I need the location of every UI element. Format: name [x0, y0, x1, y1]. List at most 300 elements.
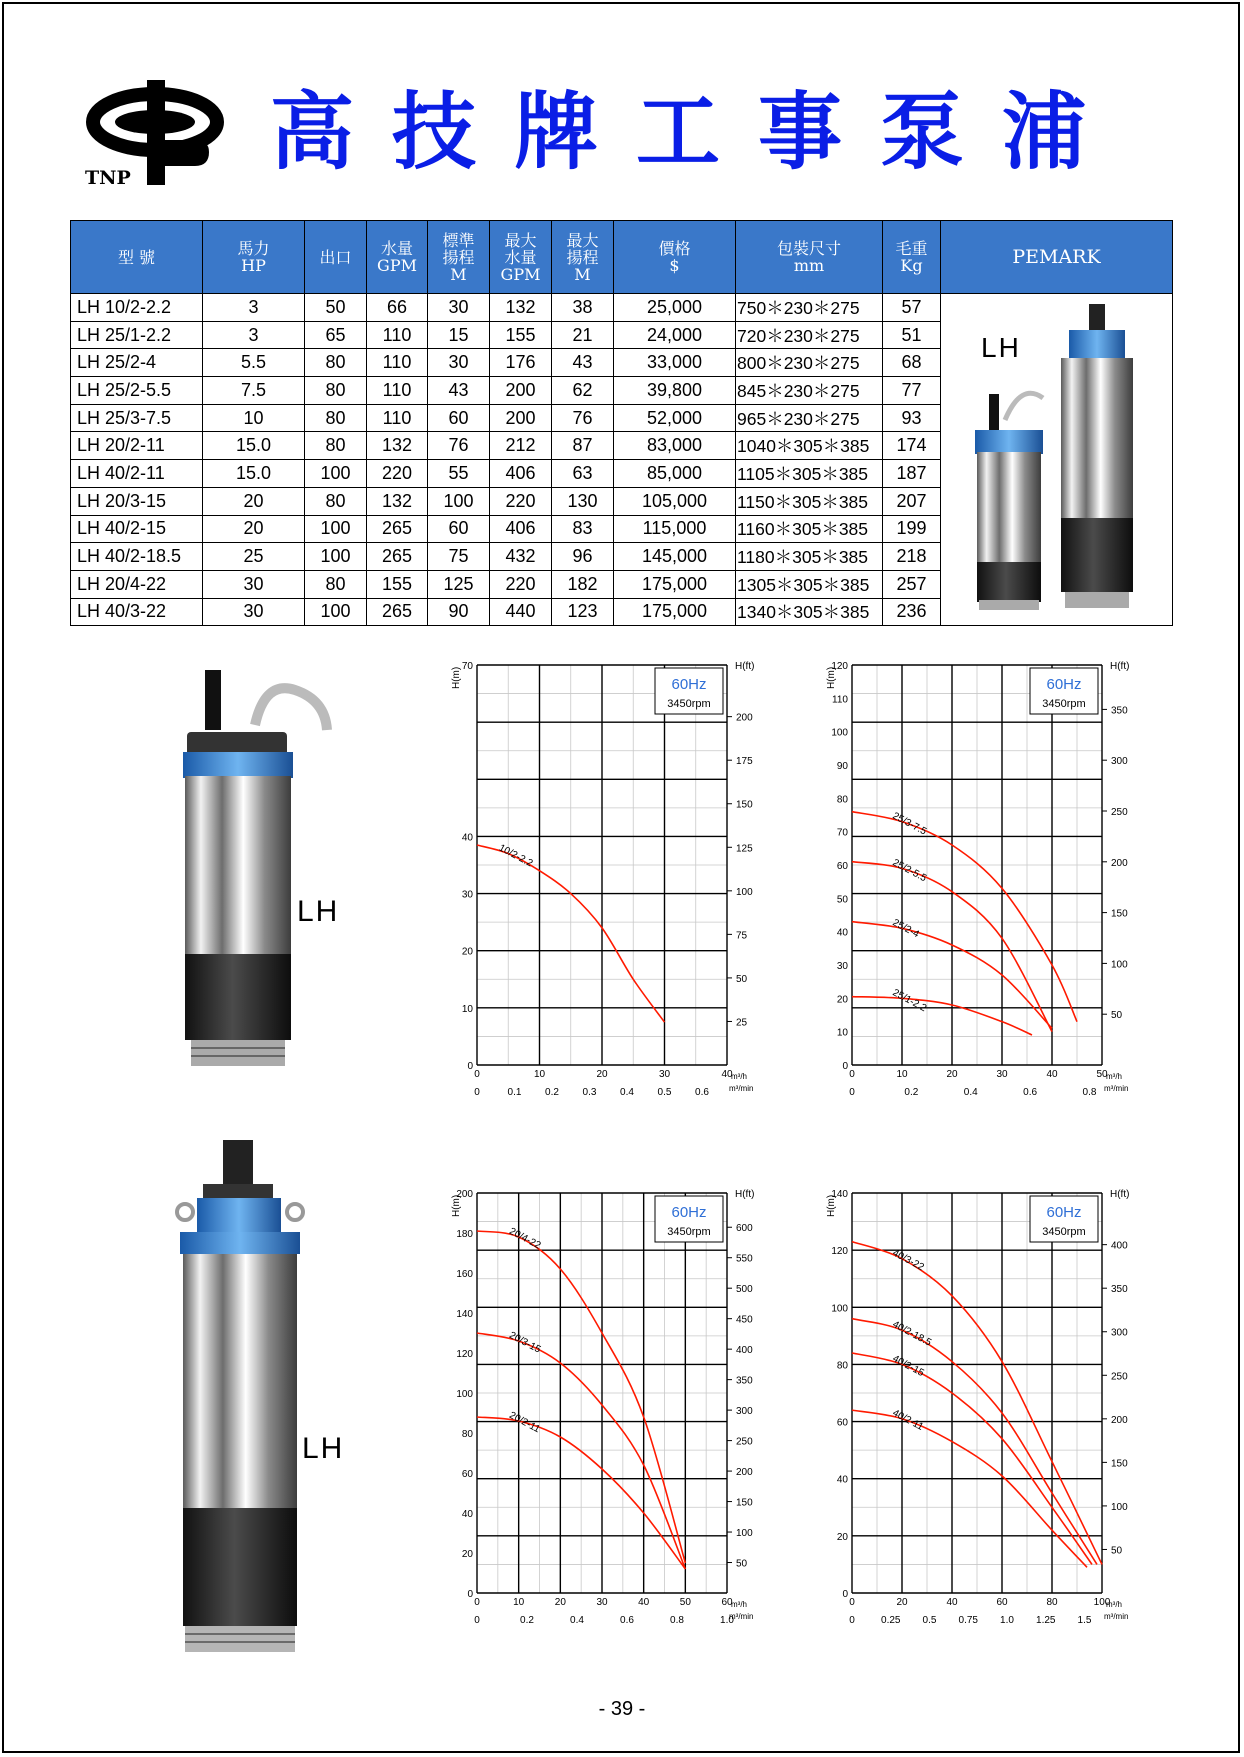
- table-cell: 110: [367, 404, 428, 432]
- chart-10-2-2-2: [445, 655, 785, 1145]
- table-cell: 220: [490, 487, 552, 515]
- ft-tick-label: 175: [736, 756, 753, 768]
- x2-tick-label: 1.25: [1036, 1615, 1056, 1626]
- y-tick-label: 30: [836, 961, 848, 972]
- table-cell: 60: [428, 515, 490, 543]
- curve-25-3-7-5: [852, 812, 1077, 1022]
- x2-unit-label: m³/min: [729, 1084, 754, 1093]
- rpm-label: 3450rpm: [1042, 698, 1086, 710]
- table-cell: 80: [305, 377, 367, 405]
- ft-tick-label: 100: [1111, 1501, 1128, 1513]
- table-cell: 30: [203, 570, 305, 598]
- table-cell: LH 20/2-11: [71, 432, 203, 460]
- table-cell: 90: [428, 598, 490, 626]
- y-tick-label: 0: [842, 1061, 848, 1072]
- table-cell: 85,000: [614, 460, 736, 488]
- table-cell: LH 40/2-11: [71, 460, 203, 488]
- table-cell: 30: [428, 294, 490, 322]
- table-cell: 236: [883, 598, 941, 626]
- header-cell-7: [614, 221, 736, 294]
- table-cell: 115,000: [614, 515, 736, 543]
- x2-tick-label: 0.8: [670, 1615, 684, 1626]
- header-cell-10: [941, 221, 1173, 294]
- table-cell: 63: [552, 460, 614, 488]
- table-cell: 200: [490, 377, 552, 405]
- header-cell-3: [367, 221, 428, 294]
- table-cell: 93: [883, 404, 941, 432]
- table-cell: 174: [883, 432, 941, 460]
- curve-label: 40/3-22: [890, 1247, 926, 1274]
- table-cell: 175,000: [614, 570, 736, 598]
- header-line: $: [669, 256, 680, 275]
- header-cell-2: [305, 221, 367, 294]
- x2-tick-label: 0.5: [922, 1615, 937, 1626]
- ft-tick-label: 200: [736, 1467, 753, 1479]
- x2-tick-label: 0.2: [545, 1087, 559, 1098]
- curve-label: 40/2-18.5: [890, 1319, 934, 1349]
- y-tick-label: 140: [831, 1189, 848, 1200]
- table-cell: 125: [428, 570, 490, 598]
- x2-unit-label: m³/min: [1104, 1084, 1129, 1093]
- y-tick-label: 120: [831, 1246, 848, 1258]
- ft-tick-label: 250: [1111, 807, 1128, 818]
- table-cell: 105,000: [614, 487, 736, 515]
- header-cell-6: [552, 221, 614, 294]
- page-title: 高技牌工事泵浦: [270, 83, 1125, 181]
- spec-table: [70, 220, 1173, 626]
- curve-label: 20/4-22: [507, 1225, 543, 1252]
- x-tick-label: 60: [721, 1597, 733, 1608]
- table-cell: 96: [552, 543, 614, 571]
- table-cell: 187: [883, 460, 941, 488]
- table-cell: LH 40/2-15: [71, 515, 203, 543]
- header-line: GPM: [500, 264, 541, 284]
- y-tick-label: 10: [836, 1027, 848, 1039]
- header-line: GPM: [377, 256, 417, 275]
- table-cell: 406: [490, 460, 552, 488]
- y-tick-label: 40: [836, 1474, 848, 1486]
- logo-text: TNP: [85, 167, 131, 189]
- x-tick-label: 20: [946, 1069, 958, 1080]
- table-cell: 50: [305, 294, 367, 322]
- header-line: M: [574, 264, 591, 284]
- table-cell: 110: [367, 349, 428, 377]
- table-cell: 257: [883, 570, 941, 598]
- table-cell: 182: [552, 570, 614, 598]
- x-tick-label: 50: [679, 1597, 691, 1608]
- ft-tick-label: 150: [1111, 908, 1128, 920]
- table-cell: 100: [428, 487, 490, 515]
- rpm-label: 3450rpm: [1042, 1226, 1086, 1238]
- x2-tick-label: 0.1: [507, 1087, 522, 1098]
- y-tick-label: 100: [831, 727, 848, 739]
- y-tick-label: 140: [456, 1309, 473, 1320]
- pump-image-small: [175, 670, 345, 1070]
- table-cell: 155: [490, 321, 552, 349]
- table-cell: 100: [305, 543, 367, 571]
- table-cell: 265: [367, 598, 428, 626]
- x-tick-label: 20: [596, 1069, 608, 1080]
- ft-tick-label: 100: [1111, 959, 1128, 971]
- x-tick-label: 100: [1093, 1597, 1111, 1608]
- ft-tick-label: 400: [1111, 1240, 1128, 1252]
- x-tick-label: 10: [896, 1069, 908, 1080]
- x2-unit-label: m³/min: [1104, 1612, 1129, 1621]
- table-cell: 3: [203, 294, 305, 322]
- y-right-label: H(ft): [735, 1189, 755, 1200]
- table-cell: 132: [490, 294, 552, 322]
- y-tick-label: 40: [836, 927, 848, 939]
- x-tick-label: 60: [996, 1597, 1008, 1608]
- header-line: Kg: [900, 256, 923, 275]
- x2-tick-label: 0.6: [1023, 1087, 1038, 1098]
- curve-40-2-15: [852, 1353, 1092, 1564]
- header-line: mm: [793, 256, 825, 275]
- table-cell: 25: [203, 543, 305, 571]
- header-cell-0: [71, 221, 203, 294]
- table-cell: LH 40/2-18.5: [71, 543, 203, 571]
- curve-label: 25/1-2.2: [890, 987, 929, 1015]
- y-tick-label: 110: [832, 694, 848, 706]
- table-cell: 145,000: [614, 543, 736, 571]
- table-cell: 1040＊305＊385: [736, 432, 883, 460]
- table-cell: 80: [305, 570, 367, 598]
- x-unit-label: m³/h: [1106, 1072, 1122, 1081]
- x-tick-label: 40: [721, 1069, 733, 1080]
- freq-label: 60Hz: [671, 676, 707, 693]
- ft-tick-label: 250: [1111, 1371, 1128, 1383]
- table-cell: 20: [203, 487, 305, 515]
- table-cell: 21: [552, 321, 614, 349]
- y-tick-label: 200: [456, 1189, 473, 1200]
- y-tick-label: 80: [836, 794, 848, 806]
- table-body: [71, 294, 1173, 626]
- x-tick-label: 40: [1046, 1069, 1058, 1080]
- table-cell: 100: [305, 460, 367, 488]
- ft-tick-label: 200: [1111, 857, 1128, 869]
- freq-label: 60Hz: [1046, 1204, 1082, 1221]
- y-tick-label: 40: [461, 1509, 473, 1520]
- pemark-label: LH: [981, 332, 1021, 363]
- table-cell: 130: [552, 487, 614, 515]
- table-cell: LH 25/2-4: [71, 349, 203, 377]
- curve-label: 40/2-15: [890, 1353, 926, 1380]
- table-cell: 220: [490, 570, 552, 598]
- curve-label: 20/3-15: [507, 1329, 543, 1356]
- table-cell: 432: [490, 543, 552, 571]
- ft-tick-label: 200: [1111, 1414, 1128, 1426]
- chart-25-series: [820, 655, 1160, 1145]
- ft-tick-label: 350: [1111, 1284, 1128, 1296]
- table-cell: 100: [305, 598, 367, 626]
- table-cell: 76: [428, 432, 490, 460]
- x2-tick-label: 1.5: [1077, 1615, 1092, 1626]
- x-tick-label: 50: [1096, 1069, 1108, 1080]
- x-tick-label: 30: [996, 1069, 1008, 1080]
- ft-tick-label: 25: [736, 1017, 748, 1029]
- x2-tick-label: 1.0: [1000, 1615, 1014, 1626]
- y-tick-label: 120: [831, 661, 848, 672]
- header-line: 揚程: [566, 247, 599, 267]
- x2-tick-label: 0.4: [570, 1615, 584, 1626]
- y-tick-label: 60: [836, 861, 848, 872]
- page-number: - 39 -: [598, 1698, 646, 1720]
- table-cell: 51: [883, 321, 941, 349]
- y-tick-label: 80: [836, 1360, 848, 1372]
- x-tick-label: 0: [474, 1597, 480, 1608]
- ft-tick-label: 50: [736, 1558, 748, 1570]
- x2-tick-label: 1.0: [720, 1615, 734, 1626]
- table-cell: LH 20/3-15: [71, 487, 203, 515]
- y-axis-label: H(m): [826, 666, 837, 689]
- ft-tick-label: 600: [736, 1223, 753, 1235]
- y-tick-label: 0: [467, 1589, 473, 1600]
- table-cell: 175,000: [614, 598, 736, 626]
- table-cell: 39,800: [614, 377, 736, 405]
- x2-tick-label: 0.5: [657, 1087, 672, 1098]
- y-tick-label: 20: [836, 1531, 848, 1543]
- table-cell: 43: [552, 349, 614, 377]
- x-unit-label: m³/h: [1106, 1600, 1122, 1609]
- x2-tick-label: 0: [849, 1615, 855, 1626]
- ft-tick-label: 50: [736, 973, 748, 985]
- y-tick-label: 160: [456, 1269, 473, 1280]
- header-line: 水量: [504, 247, 537, 267]
- table-cell: 200: [490, 404, 552, 432]
- header-line: 包裝尺寸: [776, 239, 841, 258]
- ft-tick-label: 250: [736, 1436, 753, 1448]
- table-cell: 77: [883, 377, 941, 405]
- y-right-label: H(ft): [1110, 661, 1130, 672]
- table-cell: 68: [883, 349, 941, 377]
- table-cell: 100: [305, 515, 367, 543]
- pemark-cell: [941, 294, 1173, 626]
- rpm-label: 3450rpm: [667, 1226, 711, 1238]
- x-unit-label: m³/h: [731, 1600, 747, 1609]
- y-tick-label: 100: [831, 1303, 848, 1315]
- table-cell: 1340＊305＊385: [736, 598, 883, 626]
- table-header-row: [71, 221, 1173, 294]
- curve-label: 25/2-4: [890, 917, 921, 941]
- table-cell: 220: [367, 460, 428, 488]
- chart-20-series: [445, 1183, 785, 1673]
- ft-tick-label: 150: [1111, 1458, 1128, 1470]
- curve-40-2-18-5: [852, 1319, 1097, 1565]
- x-unit-label: m³/h: [731, 1072, 747, 1081]
- ft-tick-label: 50: [1111, 1545, 1123, 1557]
- header-line: 馬力: [237, 239, 270, 258]
- ft-tick-label: 450: [736, 1314, 753, 1326]
- header-line: 出口: [319, 247, 352, 267]
- table-cell: LH 40/3-22: [71, 598, 203, 626]
- ft-tick-label: 550: [736, 1253, 753, 1265]
- y-tick-label: 50: [836, 894, 848, 906]
- y-tick-label: 180: [456, 1229, 473, 1240]
- y-tick-label: 20: [461, 946, 473, 958]
- y-right-label: H(ft): [1110, 1189, 1130, 1200]
- table-cell: 65: [305, 321, 367, 349]
- y-tick-label: 40: [461, 832, 473, 844]
- header-line: 標準: [442, 230, 475, 250]
- header-line: 最大: [504, 230, 537, 250]
- table-cell: 24,000: [614, 321, 736, 349]
- freq-label: 60Hz: [1046, 676, 1082, 693]
- table-cell: 25,000: [614, 294, 736, 322]
- x2-tick-label: 0.25: [881, 1615, 901, 1626]
- table-cell: 52,000: [614, 404, 736, 432]
- y-tick-label: 20: [836, 994, 848, 1006]
- table-cell: LH 25/1-2.2: [71, 321, 203, 349]
- table-cell: 110: [367, 321, 428, 349]
- table-cell: 218: [883, 543, 941, 571]
- table-cell: LH 10/2-2.2: [71, 294, 203, 322]
- header-cell-8: [736, 221, 883, 294]
- header-cell-9: [883, 221, 941, 294]
- table-cell: 33,000: [614, 349, 736, 377]
- x2-tick-label: 0.4: [963, 1087, 978, 1098]
- table-cell: 15.0: [203, 432, 305, 460]
- header-line: 價格: [658, 239, 691, 258]
- table-cell: 207: [883, 487, 941, 515]
- header-cell-5: [490, 221, 552, 294]
- header-line: M: [450, 264, 467, 284]
- table-cell: 57: [883, 294, 941, 322]
- ft-tick-label: 100: [736, 886, 753, 898]
- x2-tick-label: 0.6: [695, 1087, 709, 1098]
- x-tick-label: 20: [554, 1597, 566, 1608]
- y-tick-label: 120: [456, 1349, 473, 1360]
- table-cell: 38: [552, 294, 614, 322]
- y-tick-label: 30: [461, 889, 473, 901]
- ft-tick-label: 50: [1111, 1010, 1123, 1022]
- curve-label: 20/2-11: [507, 1409, 542, 1436]
- table-cell: 15.0: [203, 460, 305, 488]
- x-tick-label: 0: [849, 1069, 855, 1080]
- chart-40-series: [820, 1183, 1160, 1673]
- x2-tick-label: 0.6: [620, 1615, 634, 1626]
- x2-tick-label: 0: [474, 1615, 480, 1626]
- table-cell: 80: [305, 487, 367, 515]
- table-cell: 800＊230＊275: [736, 349, 883, 377]
- table-cell: 5.5: [203, 349, 305, 377]
- header-line: 水量: [380, 239, 413, 258]
- table-cell: 62: [552, 377, 614, 405]
- table-cell: 1160＊305＊385: [736, 515, 883, 543]
- table-cell: 43: [428, 377, 490, 405]
- table-cell: 55: [428, 460, 490, 488]
- table-cell: 750＊230＊275: [736, 294, 883, 322]
- table-cell: 10: [203, 404, 305, 432]
- table-cell: 30: [203, 598, 305, 626]
- pemark-pump-image: [971, 302, 1161, 612]
- table-cell: 199: [883, 515, 941, 543]
- table-cell: 1105＊305＊385: [736, 460, 883, 488]
- header-cell-4: [428, 221, 490, 294]
- table-cell: 76: [552, 404, 614, 432]
- table-cell: 406: [490, 515, 552, 543]
- x2-tick-label: 0.2: [520, 1615, 534, 1626]
- table-cell: 83,000: [614, 432, 736, 460]
- table-cell: 15: [428, 321, 490, 349]
- y-tick-label: 0: [467, 1061, 473, 1072]
- x-tick-label: 10: [533, 1069, 546, 1080]
- table-cell: 80: [305, 404, 367, 432]
- x-tick-label: 40: [946, 1597, 958, 1608]
- header-line: 型 號: [117, 247, 156, 267]
- x-tick-label: 80: [1046, 1597, 1058, 1608]
- ft-tick-label: 150: [736, 1497, 753, 1509]
- y-axis-label: H(m): [451, 666, 462, 689]
- table-cell: 66: [367, 294, 428, 322]
- x-tick-label: 20: [896, 1597, 908, 1608]
- x2-tick-label: 0.75: [958, 1615, 978, 1626]
- header-line: PEMARK: [1012, 245, 1101, 268]
- header-cell-1: [203, 221, 305, 294]
- curve-label: 40/2-11: [890, 1407, 926, 1433]
- x2-tick-label: 0.4: [620, 1087, 634, 1098]
- table-cell: 155: [367, 570, 428, 598]
- ft-tick-label: 300: [736, 1406, 753, 1418]
- y-axis-label: H(m): [451, 1194, 462, 1217]
- table-cell: 1180＊305＊385: [736, 543, 883, 571]
- table-cell: 265: [367, 543, 428, 571]
- table-cell: 30: [428, 349, 490, 377]
- table-cell: 845＊230＊275: [736, 377, 883, 405]
- table-cell: 60: [428, 404, 490, 432]
- table-cell: 720＊230＊275: [736, 321, 883, 349]
- ft-tick-label: 500: [736, 1284, 753, 1296]
- table-cell: 176: [490, 349, 552, 377]
- table-cell: 83: [552, 515, 614, 543]
- ft-tick-label: 150: [736, 799, 753, 811]
- y-tick-label: 60: [836, 1417, 848, 1429]
- y-tick-label: 100: [456, 1389, 473, 1400]
- y-tick-label: 60: [461, 1469, 473, 1480]
- x-tick-label: 0: [474, 1069, 480, 1080]
- table-cell: LH 25/3-7.5: [71, 404, 203, 432]
- ft-tick-label: 350: [736, 1375, 753, 1387]
- header-line: HP: [241, 256, 266, 275]
- table-cell: 132: [367, 487, 428, 515]
- x2-tick-label: 0.2: [904, 1087, 919, 1098]
- ft-tick-label: 300: [1111, 756, 1128, 768]
- x-tick-label: 40: [638, 1597, 650, 1608]
- y-tick-label: 90: [836, 761, 848, 772]
- x2-unit-label: m³/min: [729, 1612, 754, 1621]
- x2-tick-label: 0.8: [1082, 1087, 1097, 1098]
- table-cell: 20: [203, 515, 305, 543]
- header-line: 最大: [566, 230, 599, 250]
- table-cell: 80: [305, 432, 367, 460]
- x-tick-label: 30: [658, 1069, 671, 1080]
- pump-label-lower: LH: [302, 1432, 345, 1465]
- pump-label-upper: LH: [297, 895, 340, 928]
- x2-tick-label: 0.3: [582, 1087, 597, 1098]
- freq-label: 60Hz: [671, 1204, 707, 1221]
- curve-25-1-2-2: [852, 997, 1032, 1035]
- y-tick-label: 20: [461, 1549, 473, 1560]
- table-cell: LH 20/4-22: [71, 570, 203, 598]
- curve-label: 10/2-2.2: [496, 842, 535, 870]
- table-cell: 1150＊305＊385: [736, 487, 883, 515]
- y-tick-label: 80: [461, 1429, 473, 1440]
- header-line: 毛重: [895, 239, 928, 258]
- table-cell: 965＊230＊275: [736, 404, 883, 432]
- table-cell: 75: [428, 543, 490, 571]
- ft-tick-label: 350: [1111, 705, 1128, 717]
- y-axis-label: H(m): [826, 1194, 837, 1217]
- table-cell: 132: [367, 432, 428, 460]
